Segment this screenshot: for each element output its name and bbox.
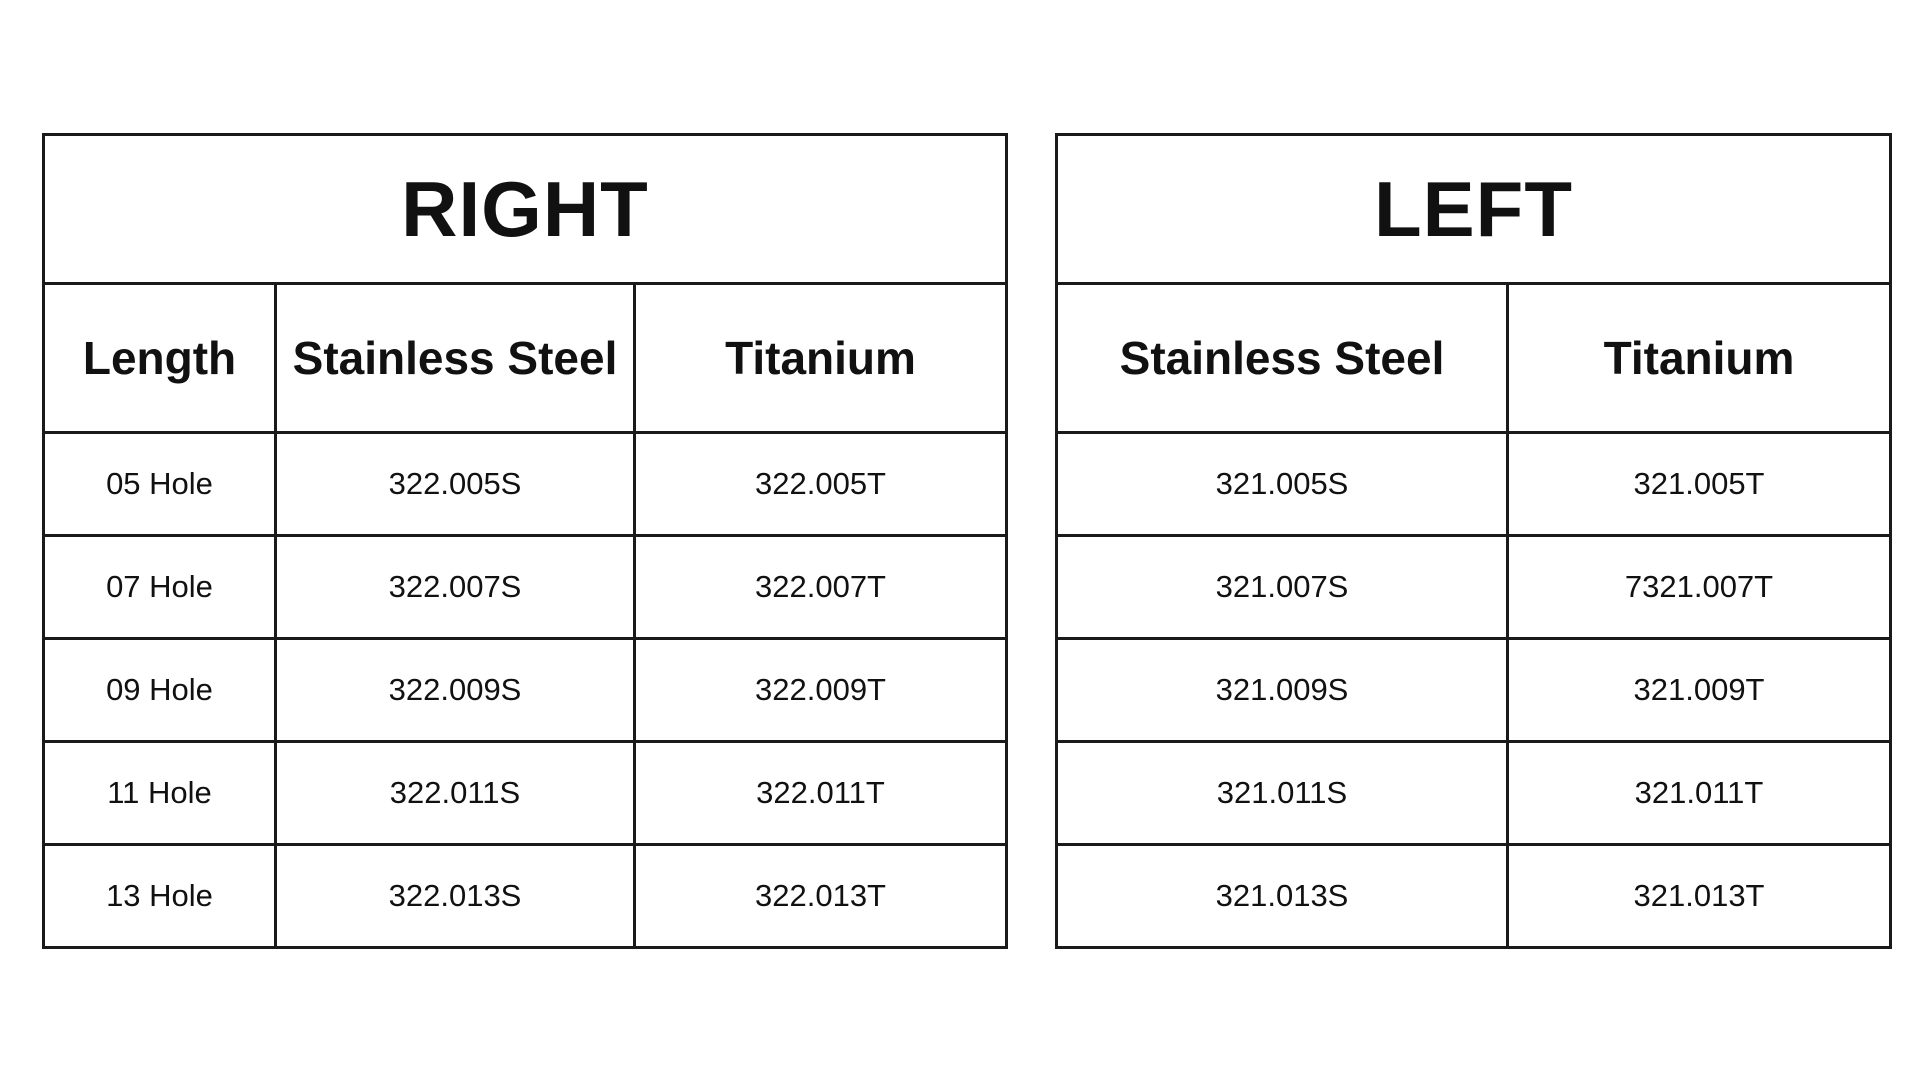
- titanium-part-cell: 321.009T: [1508, 639, 1891, 742]
- stainless-steel-part-cell: 321.005S: [1057, 433, 1508, 536]
- column-header-length: Length: [44, 284, 276, 433]
- right-table-title: RIGHT: [44, 135, 1007, 284]
- table-row: [44, 433, 1007, 536]
- table-row: [1057, 845, 1891, 948]
- length-cell: 09 Hole: [44, 639, 276, 742]
- stainless-steel-part-cell: 322.005S: [276, 433, 635, 536]
- stainless-steel-part-cell: 322.007S: [276, 536, 635, 639]
- titanium-part-cell: 321.011T: [1508, 742, 1891, 845]
- stainless-steel-part-cell: 322.011S: [276, 742, 635, 845]
- stainless-steel-part-cell: 322.009S: [276, 639, 635, 742]
- stainless-steel-part-cell: 321.009S: [1057, 639, 1508, 742]
- table-row: [44, 536, 1007, 639]
- length-cell: 05 Hole: [44, 433, 276, 536]
- table-row: [1057, 536, 1891, 639]
- table-row: [1057, 433, 1891, 536]
- right-title-row: [44, 135, 1007, 284]
- titanium-part-cell: 7321.007T: [1508, 536, 1891, 639]
- stainless-steel-part-cell: 321.011S: [1057, 742, 1508, 845]
- titanium-part-cell: 321.013T: [1508, 845, 1891, 948]
- right-parts-table: [42, 133, 1008, 949]
- table-row: [44, 639, 1007, 742]
- titanium-part-cell: 322.009T: [635, 639, 1007, 742]
- column-header-stainless-steel: Stainless Steel: [276, 284, 635, 433]
- column-header-titanium: Titanium: [1508, 284, 1891, 433]
- left-parts-table: [1055, 133, 1892, 949]
- column-header-stainless-steel: Stainless Steel: [1057, 284, 1508, 433]
- length-cell: 13 Hole: [44, 845, 276, 948]
- column-header-titanium: Titanium: [635, 284, 1007, 433]
- stainless-steel-part-cell: 321.013S: [1057, 845, 1508, 948]
- left-header-row: [1057, 284, 1891, 433]
- stainless-steel-part-cell: 321.007S: [1057, 536, 1508, 639]
- table-row: [1057, 742, 1891, 845]
- left-table-title: LEFT: [1057, 135, 1891, 284]
- left-title-row: [1057, 135, 1891, 284]
- titanium-part-cell: 322.013T: [635, 845, 1007, 948]
- stainless-steel-part-cell: 322.013S: [276, 845, 635, 948]
- length-cell: 07 Hole: [44, 536, 276, 639]
- table-row: [44, 742, 1007, 845]
- titanium-part-cell: 322.007T: [635, 536, 1007, 639]
- titanium-part-cell: 322.011T: [635, 742, 1007, 845]
- right-header-row: [44, 284, 1007, 433]
- table-row: [44, 845, 1007, 948]
- titanium-part-cell: 322.005T: [635, 433, 1007, 536]
- titanium-part-cell: 321.005T: [1508, 433, 1891, 536]
- length-cell: 11 Hole: [44, 742, 276, 845]
- table-row: [1057, 639, 1891, 742]
